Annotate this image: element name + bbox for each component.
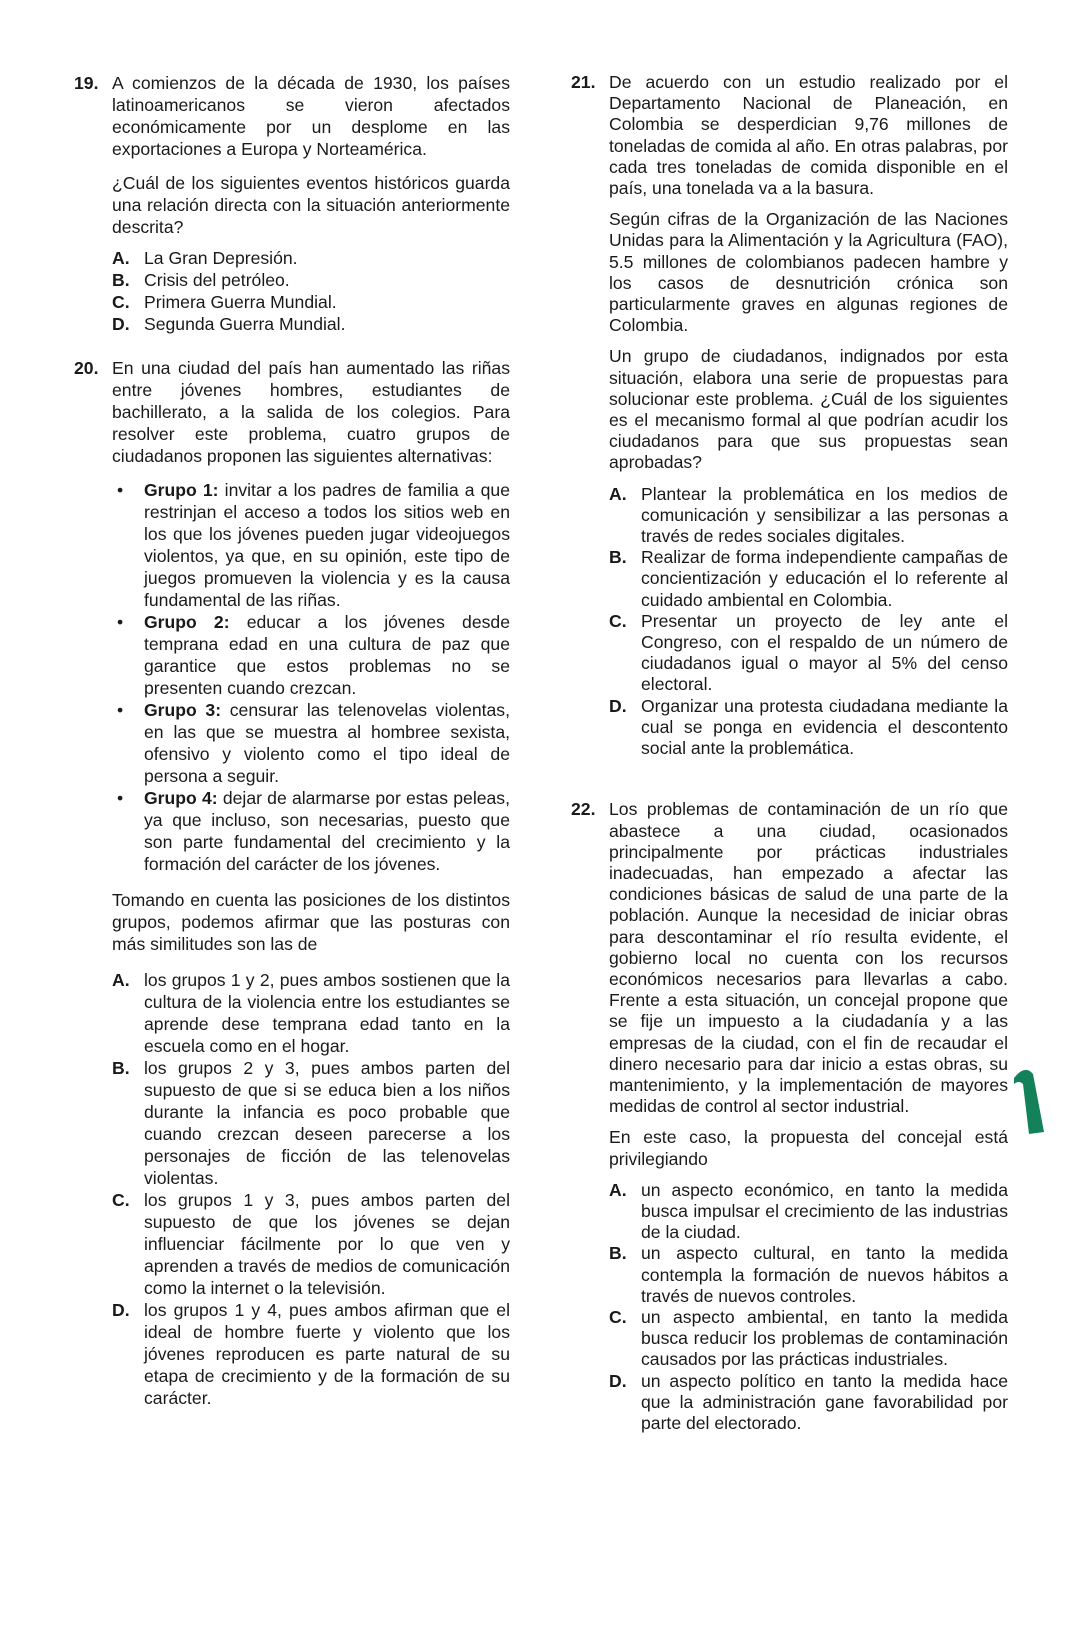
options-list xyxy=(112,969,510,1409)
option-a[interactable]: A. La Gran Depresión. xyxy=(112,248,298,268)
option-d[interactable]: D. un aspecto político en tanto la medida hace que la administración gane favorabilidad por parte del electorado. xyxy=(609,1370,1008,1433)
option-d[interactable]: D. Organizar una protesta ciudadana mediante la cual se ponga en evidencia el descontento social ante la problemática. xyxy=(609,695,1008,759)
groups-list xyxy=(112,479,510,875)
option-b[interactable]: B. los grupos 2 y 3, pues ambos parten del supuesto de que si se educa bien a los niños durante la infancia es poco probable que cuando crezcan deseen parecerse a los personajes de ficción de las telenovelas violentas. xyxy=(112,1058,510,1188)
question-number: 20. xyxy=(74,358,99,378)
options-list xyxy=(112,247,510,335)
option-d[interactable]: D. los grupos 1 y 4, pues ambos afirman que el ideal de hombre fuerte y violento que los jóvenes reproducen es parte natural de su etapa de crecimiento y de la formación de su carácter. xyxy=(112,1300,510,1408)
options-list xyxy=(609,1180,1008,1434)
question-stem: A comienzos de la década de 1930, los países latinoamericanos se vieron afectados económicamente por un desplome en las exportaciones a Europa y Norteamérica. xyxy=(112,73,510,159)
question-prompt: Tomando en cuenta las posiciones de los distintos grupos, podemos afirmar que las posturas con más similitudes son las de xyxy=(112,890,510,954)
option-c[interactable]: C. Primera Guerra Mundial. xyxy=(112,292,337,312)
question-stem: En una ciudad del país han aumentado las riñas entre jóvenes hombres, estudiantes de bachillerato, a la salida de los colegios. Para resolver este problema, cuatro grupos de ciudadanos proponen las siguientes alternativas: xyxy=(112,358,510,466)
question-20 xyxy=(74,357,510,1409)
group-item: • Grupo 3: censurar las telenovelas violentas, en las que se muestra al hombree sexista, ofensivo y violento como el tipo ideal de persona a seguir. xyxy=(117,700,510,786)
option-c[interactable]: C. un aspecto ambiental, en tanto la medida busca reducir los problemas de contaminación causados por las prácticas industriales. xyxy=(609,1306,1008,1370)
option-b[interactable]: B. Realizar de forma independiente campañas de concientización y educación el lo referente al cuidado ambiental en Colombia. xyxy=(609,547,1008,610)
options-list xyxy=(609,484,1008,760)
option-a[interactable]: A. un aspecto económico, en tanto la medida busca impulsar el crecimiento de las industrias de la ciudad. xyxy=(609,1179,1008,1243)
question-prompt: Un grupo de ciudadanos, indignados por esta situación, elabora una serie de propuestas para solucionar este problema. ¿Cuál de los siguientes es el mecanismo formal al que podrían acudir los ciudadanos para que sus propuestas sean aprobadas? xyxy=(609,346,1008,473)
option-a[interactable]: A. Plantear la problemática en los medios de comunicación y sensibilizar a las personas a través de redes sociales digitales. xyxy=(609,483,1008,547)
question-stem: De acuerdo con un estudio realizado por el Departamento Nacional de Planeación, en Colombia se desperdician 9,76 millones de toneladas de comida al año. En otras palabras, por cada tres toneladas de comida disponible en el país, una tonelada va a la basura. xyxy=(609,72,1008,199)
question-21 xyxy=(571,72,1008,759)
question-prompt: En este caso, la propuesta del concejal está privilegiando xyxy=(609,1127,1008,1169)
question-prompt: ¿Cuál de los siguientes eventos históricos guarda una relación directa con la situación anteriormente descrita? xyxy=(112,173,510,237)
question-19 xyxy=(74,72,510,335)
left-column xyxy=(74,72,510,1409)
option-b[interactable]: B. Crisis del petróleo. xyxy=(112,270,290,290)
question-stem-2: Según cifras de la Organización de las Naciones Unidas para la Alimentación y la Agricultura (FAO), 5.5 millones de colombianos padecen hambre y los casos de desnutrición crónica son particularmente graves en algunas regiones de Colombia. xyxy=(609,209,1008,336)
group-item: • Grupo 1: invitar a los padres de familia a que restrinjan el acceso a todos los sitios web en los que los jóvenes pueden jugar videojuegos violentos, ya que, en su opinión, este tipo de juegos promueven la violencia y es la causa fundamental de las riñas. xyxy=(117,480,510,610)
option-b[interactable]: B. un aspecto cultural, en tanto la medida contempla la formación de nuevos hábitos a través de nuevos controles. xyxy=(609,1243,1008,1306)
option-c[interactable]: C. los grupos 1 y 3, pues ambos parten del supuesto de que los jóvenes se dejan influenciar fácilmente por lo que ven y aprenden a través de medios de comunicación como la internet o la televisión. xyxy=(112,1190,510,1298)
question-number: 19. xyxy=(74,73,99,93)
question-stem: Los problemas de contaminación de un río que abastece a una ciudad, ocasionados principalmente por prácticas industriales inadecuadas, han empezado a afectar las condiciones básicas de salud de una parte de la población. Aunque la necesidad de iniciar obras para descontaminar el río resulta evidente, el gobierno local no cuenta con los recursos económicos necesarios para llevarlas a cabo. Frente a esta situación, un concejal propone que se fije un impuesto a la ciudadanía y a las empresas de la ciudad, con el fin de recaudar el dinero necesario para dar inicio a estas obras, su mantenimiento, y la implementación de mayores medidas de control al sector industrial. xyxy=(609,799,1008,1117)
question-number: 21. xyxy=(571,72,596,92)
right-column xyxy=(571,72,1008,1434)
option-d[interactable]: D. Segunda Guerra Mundial. xyxy=(112,314,346,334)
option-c[interactable]: C. Presentar un proyecto de ley ante el Congreso, con el respaldo de un número de ciudadanos igual o mayor al 5% del censo electoral. xyxy=(609,610,1008,695)
group-item: • Grupo 2: educar a los jóvenes desde temprana edad en una cultura de paz que garantice que estos problemas no se presenten cuando crezcan. xyxy=(117,612,510,698)
option-a[interactable]: A. los grupos 1 y 2, pues ambos sostienen que la cultura de la violencia entre los estudiantes se aprende dese temprana edad tanto en la escuela como en el hogar. xyxy=(112,970,510,1056)
group-item: • Grupo 4: dejar de alarmarse por estas peleas, ya que incluso, son necesarias, puesto que son parte fundamental del crecimiento y la formación del carácter de los jóvenes. xyxy=(117,788,510,874)
question-22 xyxy=(571,799,1008,1434)
green-tab-mark-icon xyxy=(1011,1062,1051,1147)
question-number: 22. xyxy=(571,799,596,820)
